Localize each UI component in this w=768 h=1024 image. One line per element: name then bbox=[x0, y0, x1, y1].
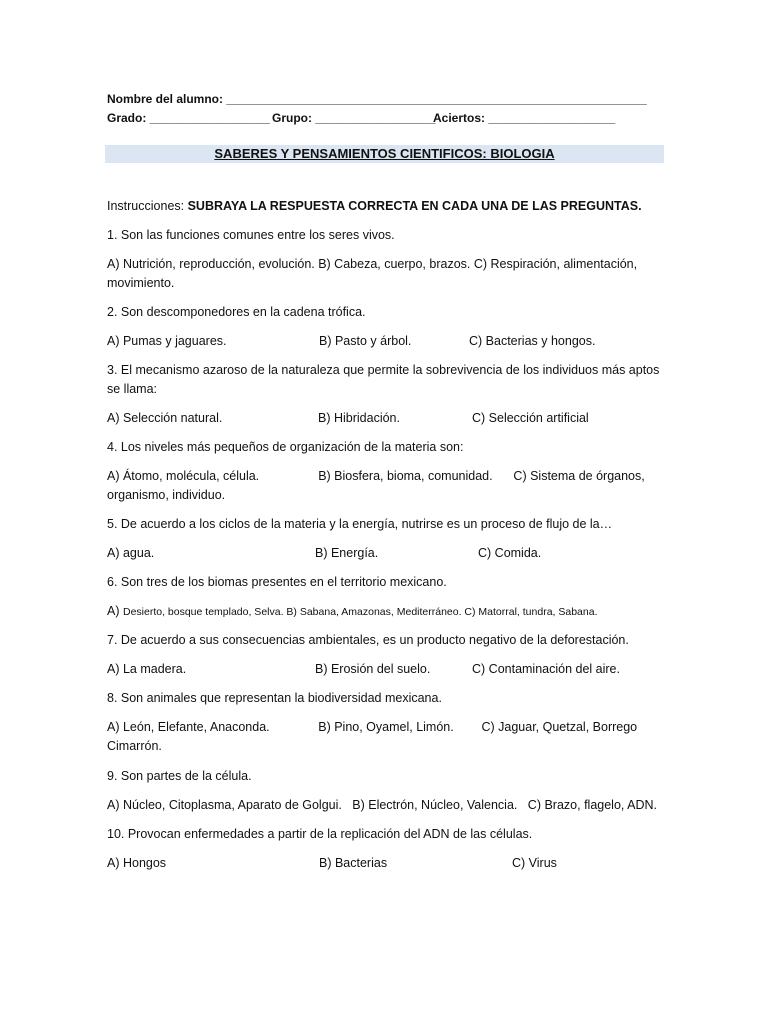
instructions-text: SUBRAYA LA RESPUESTA CORRECTA EN CADA UNA DE LAS PREGUNTAS. bbox=[187, 199, 642, 213]
group-line: Grupo: __________________ bbox=[272, 111, 436, 125]
answer-5a: A) agua. bbox=[107, 546, 155, 560]
answer-7a: A) La madera. bbox=[107, 662, 187, 676]
answers-9: A) Núcleo, Citoplasma, Aparato de Golgui. B) Electrón, Núcleo, Valencia. C) Brazo, flagelo, ADN. bbox=[107, 798, 658, 812]
answer-10b: B) Bacterias bbox=[319, 856, 388, 870]
instructions-label: Instrucciones: bbox=[107, 199, 188, 213]
question-1: 1. Son las funciones comunes entre los seres vivos. bbox=[107, 228, 395, 242]
answer-2c: C) Bacterias y hongos. bbox=[469, 334, 596, 348]
question-7: 7. De acuerdo a sus consecuencias ambientales, es un producto negativo de la deforestación. bbox=[107, 633, 629, 647]
answer-3b: B) Hibridación. bbox=[318, 411, 400, 425]
worksheet-title: SABERES Y PENSAMIENTOS CIENTIFICOS: BIOLOGIA bbox=[214, 146, 555, 161]
question-4: 4. Los niveles más pequeños de organización de la materia son: bbox=[107, 440, 464, 454]
answer-10a: A) Hongos bbox=[107, 856, 167, 870]
instructions bbox=[107, 197, 642, 216]
answer-2b: B) Pasto y árbol. bbox=[319, 334, 412, 348]
answers-5 bbox=[107, 544, 667, 563]
question-6: 6. Son tres de los biomas presentes en el territorio mexicano. bbox=[107, 575, 447, 589]
question-3: 3. El mecanismo azaroso de la naturaleza que permite la sobrevivencia de los individuos más aptos se llama: bbox=[107, 363, 660, 396]
answers-8: A) León, Elefante, Anaconda. B) Pino, Oyamel, Limón. C) Jaguar, Quetzal, Borrego Cimarrón. bbox=[107, 720, 641, 753]
answer-5c: C) Comida. bbox=[478, 546, 542, 560]
title-band bbox=[105, 145, 664, 163]
answer-7c: C) Contaminación del aire. bbox=[472, 662, 620, 676]
question-10: 10. Provocan enfermedades a partir de la replicación del ADN de las células. bbox=[107, 827, 533, 841]
question-5: 5. De acuerdo a los ciclos de la materia y la energía, nutrirse es un proceso de flujo de la… bbox=[107, 517, 613, 531]
score-line: Aciertos: ___________________ bbox=[433, 111, 616, 125]
answer-3c: C) Selección artificial bbox=[472, 411, 589, 425]
answers-6-text: Desierto, bosque templado, Selva. B) Sabana, Amazonas, Mediterráneo. C) Matorral, tundra, Sabana. bbox=[122, 606, 598, 618]
answer-6-prefix: A) bbox=[107, 604, 123, 618]
question-2: 2. Son descomponedores en la cadena trófica. bbox=[107, 305, 366, 319]
answer-2a: A) Pumas y jaguares. bbox=[107, 334, 227, 348]
answers-4: A) Átomo, molécula, célula. B) Biosfera, bioma, comunidad. C) Sistema de órganos, organismo, individuo. bbox=[107, 469, 649, 502]
student-name-line: Nombre del alumno: _______________________________________________________________ bbox=[107, 92, 647, 106]
answer-5b: B) Energía. bbox=[315, 546, 379, 560]
answer-10c: C) Virus bbox=[512, 856, 557, 870]
answers-3 bbox=[107, 409, 667, 428]
answer-7b: B) Erosión del suelo. bbox=[315, 662, 431, 676]
answers-1: A) Nutrición, reproducción, evolución. B) Cabeza, cuerpo, brazos. C) Respiración, alimentación, movimiento. bbox=[107, 257, 638, 290]
question-9: 9. Son partes de la célula. bbox=[107, 769, 252, 783]
grade-line: Grado: __________________ bbox=[107, 111, 270, 125]
answers-2 bbox=[107, 332, 667, 351]
answers-10 bbox=[107, 854, 667, 873]
answers-7 bbox=[107, 660, 667, 679]
answer-3a: A) Selección natural. bbox=[107, 411, 223, 425]
answers-6 bbox=[107, 602, 598, 622]
question-8: 8. Son animales que representan la biodiversidad mexicana. bbox=[107, 691, 442, 705]
